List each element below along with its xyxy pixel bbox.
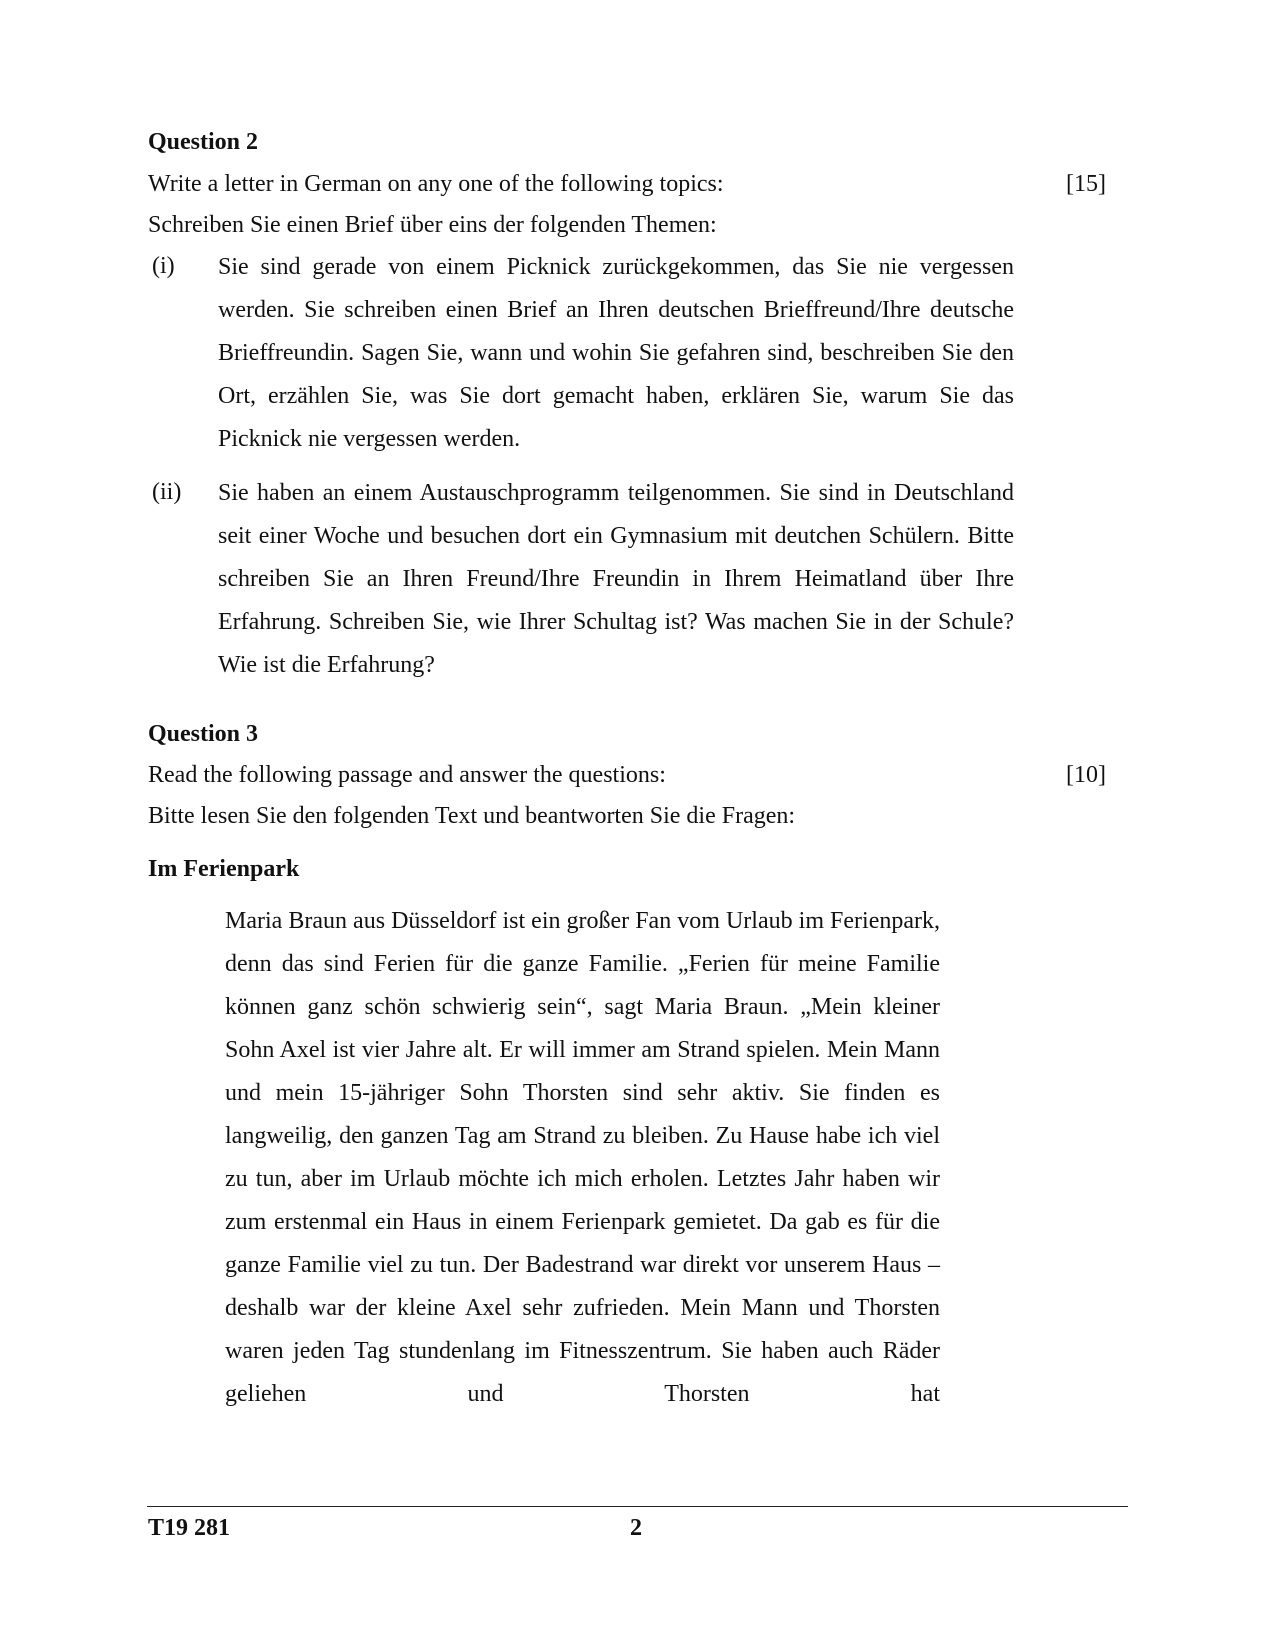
question-2-item-label: (i) [152, 253, 175, 279]
footer-page-number: 2 [630, 1515, 642, 1541]
question-3-marks: [10] [1066, 762, 1106, 788]
passage-text: Maria Braun aus Düsseldorf ist ein großer Fan vom Urlaub im Ferienpark, denn das sind Ferien für die ganze Familie. „Ferien für meine Familie können ganz schön schwierig sein“, sagt Maria Braun. „Mein kleiner Sohn Axel ist vier Jahre alt. Er will immer am Strand spielen. Mein Mann und mein 15-jähriger Sohn Thorsten sind sehr aktiv. Sie finden es langweilig, den ganzen Tag am Strand zu bleiben. Zu Hause habe ich viel zu tun, aber im Urlaub möchte ich mich erholen. Letztes Jahr haben wir zum erstenmal ein Haus in einem Ferienpark gemietet. Da gab es für die ganze Familie viel zu tun. Der Badestrand war direkt vor unserem Haus – deshalb war der kleine Axel sehr zufrieden. Mein Mann und Thorsten waren jeden Tag stundenlang im Fitnesszentrum. Sie haben auch Räder geliehen und Thorsten hat [225, 908, 940, 1407]
question-3-heading: Question 3 [148, 721, 259, 747]
question-2-item-text: Sie sind gerade von einem Picknick zurückgekommen, das Sie nie vergessen werden. Sie schreiben einen Brief an Ihren deutschen Brieffreund/Ihre deutsche Brieffreundin. Sagen Sie, wann und wohin Sie gefahren sind, beschreiben Sie den Ort, erzählen Sie, was Sie dort gemacht haben, erklären Sie, warum Sie das Picknick nie vergessen werden. [218, 254, 1014, 452]
question-2-instruction-german: Schreiben Sie einen Brief über eins der folgenden Themen: [148, 212, 717, 238]
question-3-instruction-english: Read the following passage and answer the questions: [148, 762, 666, 788]
footer-rule [147, 1506, 1128, 1507]
question-3-instruction-german: Bitte lesen Sie den folgenden Text und beantworten Sie die Fragen: [148, 803, 796, 829]
question-2-item-text: Sie haben an einem Austauschprogramm teilgenommen. Sie sind in Deutschland seit einer Woche und besuchen dort ein Gymnasium mit deutchen Schülern. Bitte schreiben Sie an Ihren Freund/Ihre Freundin in Ihrem Heimatland über Ihre Erfahrung. Schreiben Sie, wie Ihrer Schultag ist? Was machen Sie in der Schule? Wie ist die Erfahrung? [218, 480, 1014, 678]
passage-title: Im Ferienpark [148, 856, 300, 882]
question-2-heading: Question 2 [148, 129, 259, 155]
question-2-item-label: (ii) [152, 479, 182, 505]
footer-document-code: T19 281 [148, 1515, 231, 1541]
question-2-marks: [15] [1066, 171, 1106, 197]
question-2-instruction-english: Write a letter in German on any one of the following topics: [148, 171, 724, 197]
